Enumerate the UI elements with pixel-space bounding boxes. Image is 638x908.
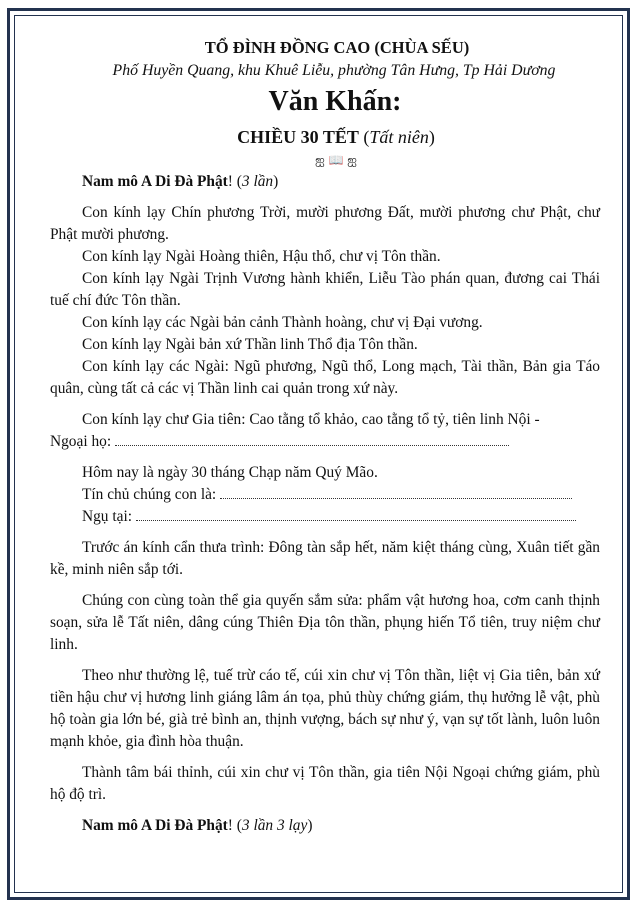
residence-line bbox=[50, 506, 600, 528]
believer-line bbox=[50, 484, 600, 506]
subtitle-paren-close: ) bbox=[428, 127, 435, 147]
paragraph-10: Theo như thường lệ, tuế trừ cáo tế, cúi xin chư vị Tôn thần, liệt vị Gia tiên, bản xứ tiền hậu chư vị hương linh giáng lâm án tọa, phủ thùy chứng giám, thụ hưởng lễ vật, phù hộ toàn gia lớn bé, già trẻ bình an, thịnh vượng, bách sự như ý, vạn sự tốt lành, luôn luôn mạnh khỏe, gia đình hòa thuận. bbox=[50, 667, 600, 750]
invocation-punct: ! ( bbox=[227, 173, 242, 190]
closing-close: ) bbox=[307, 817, 313, 834]
temple-address: Phố Huyền Quang, khu Khuê Liễu, phường Tân Hưng, Tp Hải Dương bbox=[112, 62, 556, 79]
paragraph-2: Con kính lạy Ngài Hoàng thiên, Hậu thổ, chư vị Tôn thần. bbox=[82, 248, 441, 265]
book-ornament-icon: ஐ 📖 ஐ bbox=[315, 153, 357, 167]
paragraph-9: Chúng con cùng toàn thể gia quyến sắm sửa: phẩm vật hương hoa, cơm canh thịnh soạn, sửa lễ Tất niên, dâng cúng Thiên Địa tôn thần, phụng hiến Tổ tiên, truy niệm chư linh. bbox=[50, 592, 600, 653]
date-line: Hôm nay là ngày 30 tháng Chạp năm Quý Mão. bbox=[82, 464, 378, 481]
paragraph-5: Con kính lạy Ngài bản xứ Thần linh Thổ địa Tôn thần. bbox=[82, 336, 418, 353]
paragraph-4: Con kính lạy các Ngài bản cảnh Thành hoàng, chư vị Đại vương. bbox=[82, 314, 483, 331]
paragraph-1: Con kính lạy Chín phương Trời, mười phương Đất, mười phương chư Phật, chư Phật mười phương. bbox=[50, 204, 600, 243]
paragraph-7b bbox=[50, 431, 600, 453]
invocation-close: ) bbox=[273, 173, 279, 190]
invocation-line bbox=[50, 171, 600, 193]
paragraph-6: Con kính lạy các Ngài: Ngũ phương, Ngũ thổ, Long mạch, Tài thần, Bản gia Táo quân, cùng tất cả các vị Thần linh cai quản trong xứ này. bbox=[50, 358, 600, 397]
subtitle-italic: Tất niên bbox=[369, 127, 429, 147]
paragraph-7a: Con kính lạy chư Gia tiên: Cao tằng tổ khảo, cao tằng tổ tỷ, tiên linh Nội - bbox=[82, 411, 540, 428]
document-content bbox=[50, 36, 600, 837]
residence-blank-line bbox=[136, 519, 576, 521]
closing-line bbox=[50, 815, 600, 837]
document-subtitle bbox=[72, 122, 600, 152]
subtitle-paren-open: ( bbox=[358, 127, 370, 147]
paragraph-8: Trước án kính cẩn thưa trình: Đông tàn sắp hết, năm kiệt tháng cùng, Xuân tiết gần kề, minh niên sắp tới. bbox=[50, 539, 600, 578]
paragraph-11: Thành tâm bái thỉnh, cúi xin chư vị Tôn thần, gia tiên Nội Ngoại chứng giám, phù hộ độ trì. bbox=[50, 764, 600, 803]
ancestors-label: Ngoại họ: bbox=[50, 433, 112, 450]
residence-label: Ngụ tại: bbox=[82, 508, 133, 525]
closing-text: Nam mô A Di Đà Phật bbox=[82, 817, 228, 834]
paragraph-3: Con kính lạy Ngài Trịnh Vương hành khiển, Liễu Tào phán quan, đương cai Thái tuế chí đức Tôn thần. bbox=[50, 270, 600, 309]
ancestors-blank-line bbox=[115, 444, 509, 446]
document-title: Văn Khấn: bbox=[268, 86, 402, 117]
invocation-text: Nam mô A Di Đà Phật bbox=[82, 173, 228, 190]
closing-count: 3 lần 3 lạy bbox=[241, 817, 308, 834]
closing-punct: ! ( bbox=[227, 817, 242, 834]
believer-label: Tín chủ chúng con là: bbox=[82, 486, 217, 503]
believer-blank-line bbox=[220, 497, 572, 499]
temple-name: TỔ ĐÌNH ĐỒNG CAO (CHÙA SẾU) bbox=[204, 38, 470, 57]
subtitle-main: CHIỀU 30 TẾT bbox=[237, 127, 359, 147]
invocation-count: 3 lần bbox=[241, 173, 274, 190]
